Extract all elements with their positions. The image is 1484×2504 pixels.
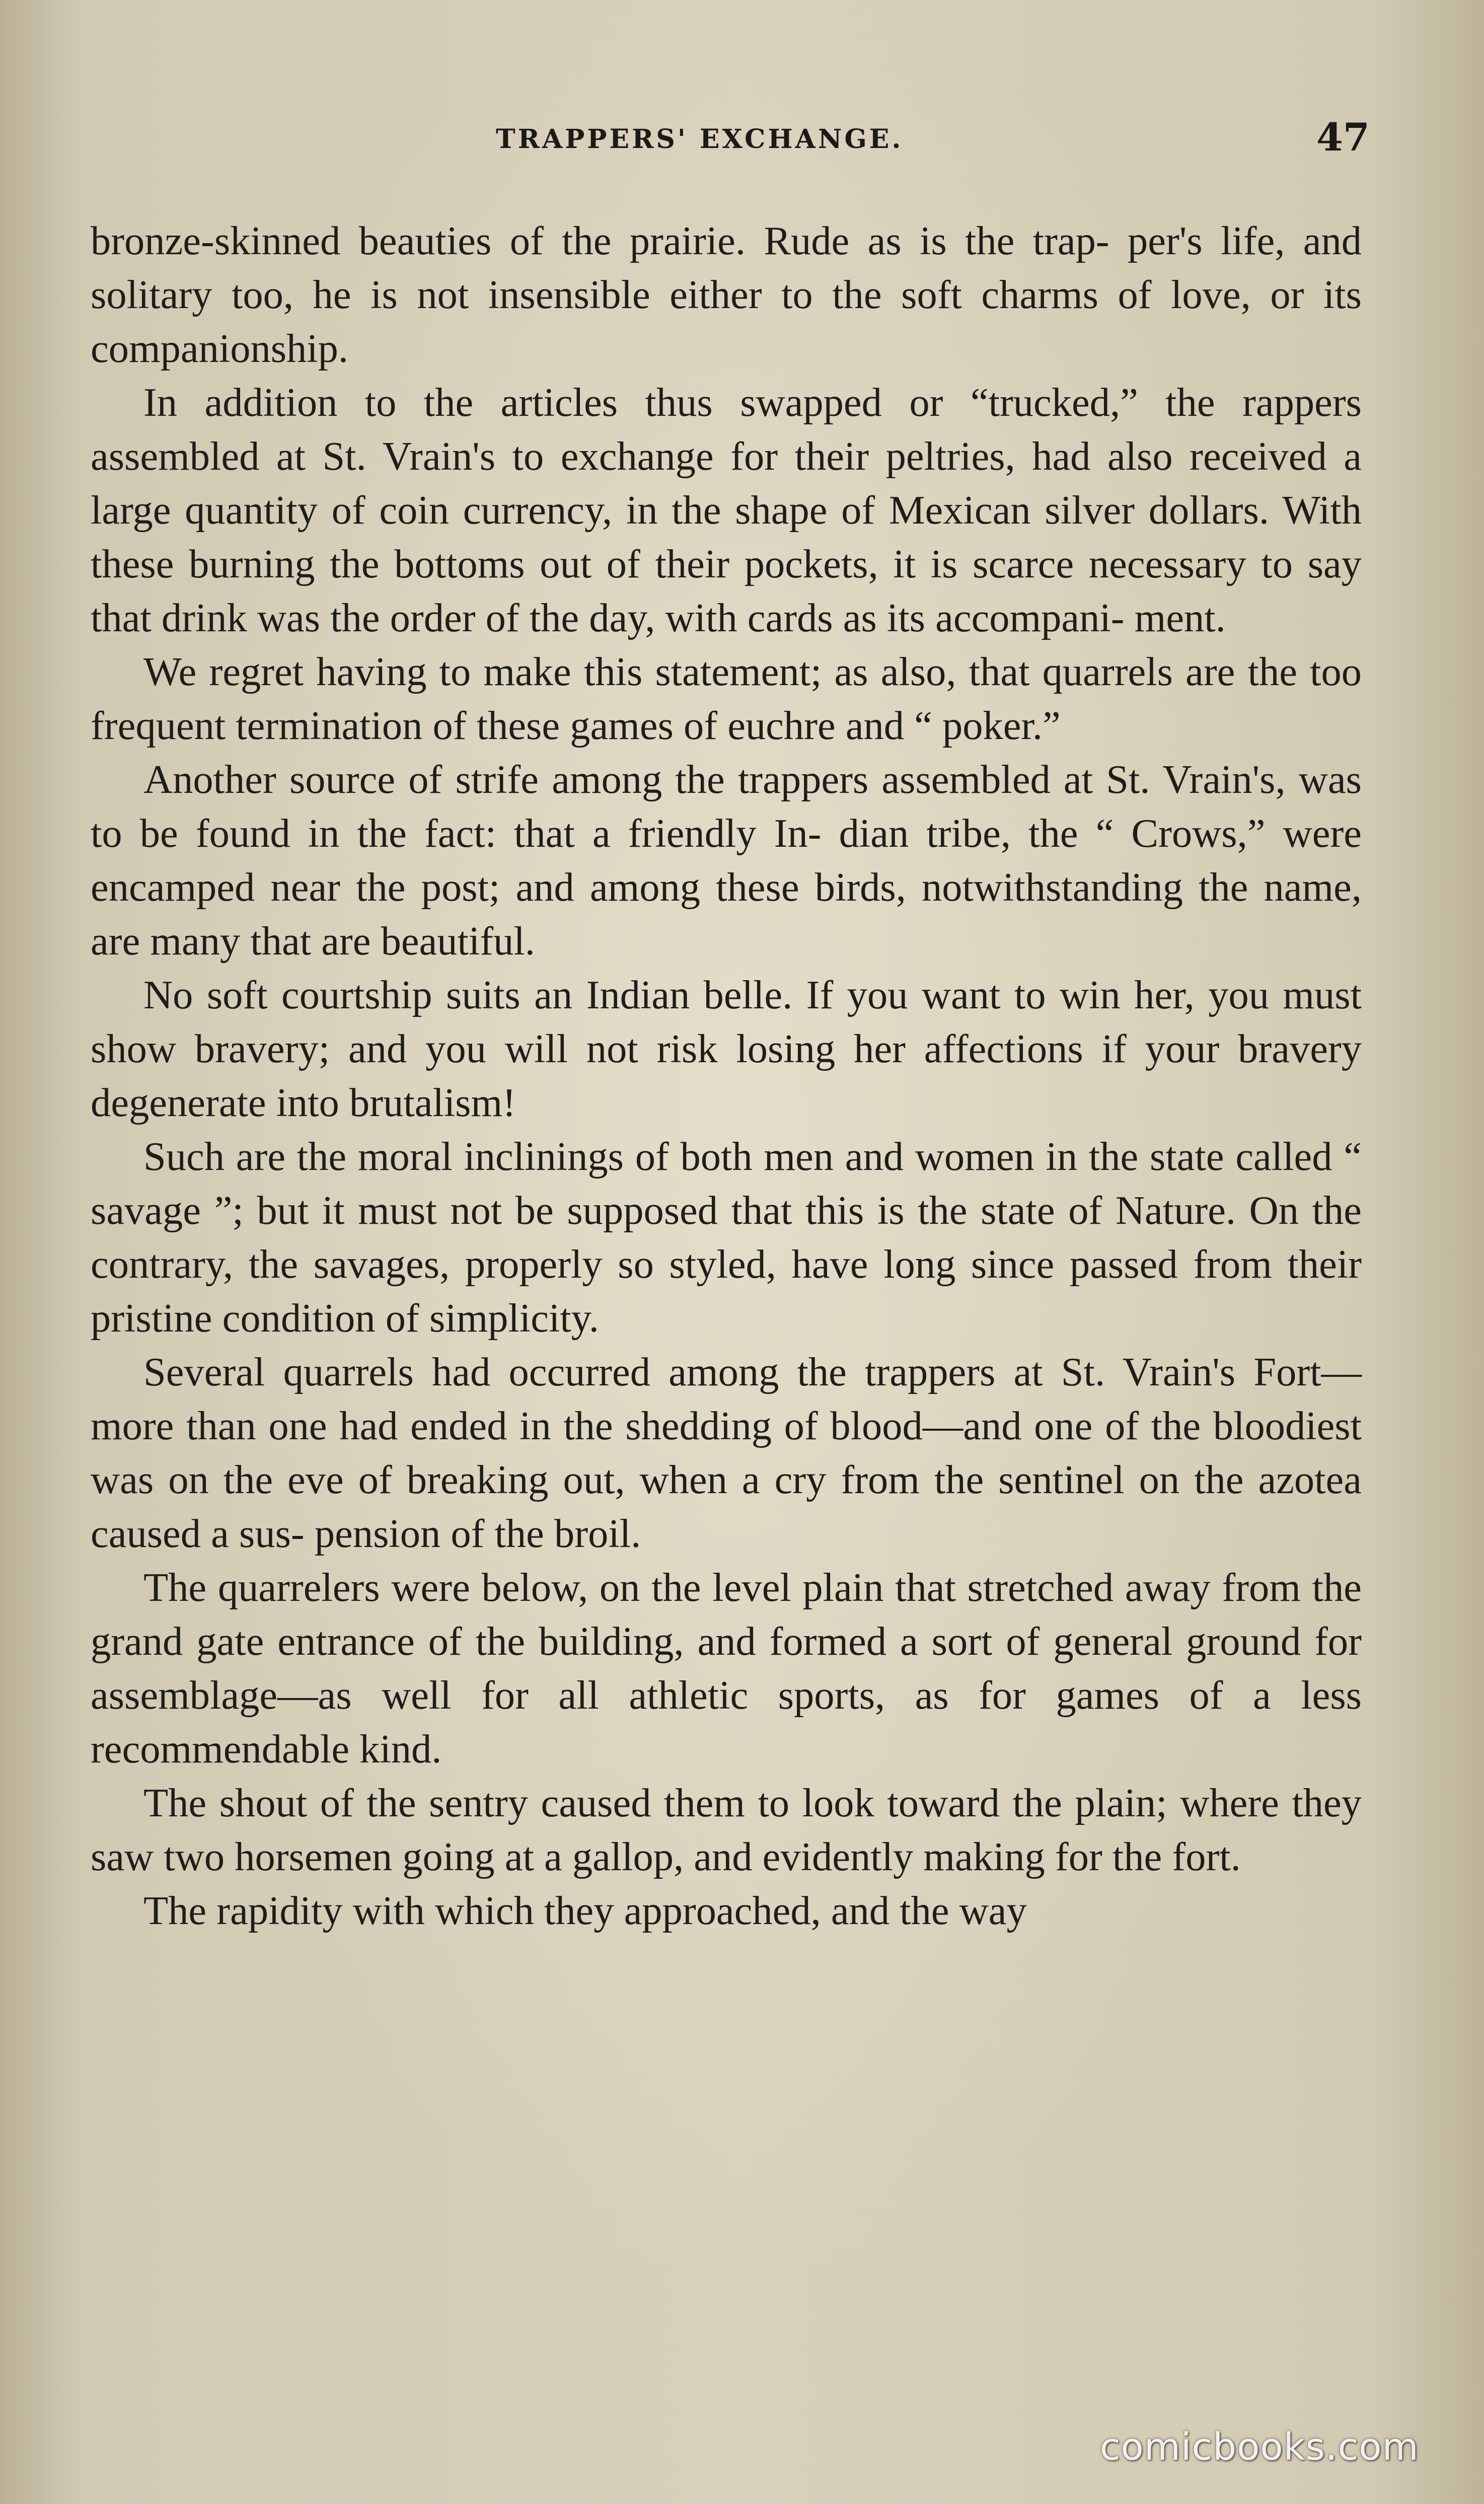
paragraph-6: Such are the moral inclinings of both men and women in the state called “ savage ”; but it must not be supposed that this is the state of Nature. On the contrary, the savages, properly so styled, have long since passed from their pristine condition of simplicity. bbox=[91, 1134, 1362, 1341]
paragraph-3: We regret having to make this statement; as also, that quarrels are the too frequent termination of these games of euchre and “ poker.” bbox=[91, 649, 1362, 748]
body-text bbox=[91, 214, 1362, 1938]
paragraph-8: The quarrelers were below, on the level plain that stretched away from the grand gate entrance of the building, and formed a sort of general ground for assemblage—as well for all athletic sports, as for games of a less recommendable kind. bbox=[91, 1565, 1362, 1772]
paragraph-7: Several quarrels had occurred among the trappers at St. Vrain's Fort—more than one had ended in the shedding of blood—and one of the bloodiest was on the eve of breaking out, when a cry from the sentinel on the azotea caused a sus- pension of the broil. bbox=[91, 1350, 1362, 1556]
paragraph-1: bronze-skinned beauties of the prairie. Rude as is the trap- per's life, and solitary too, he is not insensible either to the soft charms of love, or its companionship. bbox=[91, 218, 1362, 371]
watermark: comicbooks.com bbox=[1100, 2425, 1419, 2469]
page-number: 47 bbox=[1316, 115, 1370, 160]
running-head bbox=[0, 115, 1484, 160]
paragraph-2: In addition to the articles thus swapped or “trucked,” the rappers assembled at St. Vrain's to exchange for their peltries, had also received a large quantity of coin currency, in the shape of Mexican silver dollars. With these burning the bottoms out of their pockets, it is scarce necessary to say that drink was the order of the day, with cards as its accompani- ment. bbox=[91, 380, 1362, 640]
paragraph-4: Another source of strife among the trappers assembled at St. Vrain's, was to be found in the fact: that a friendly In- dian tribe, the “ Crows,” were encamped near the post; and among these birds, notwithstanding the name, are many that are beautiful. bbox=[91, 757, 1362, 964]
paragraph-5: No soft courtship suits an Indian belle. If you want to win her, you must show bravery; and you will not risk losing her affections if your bravery degenerate into brutalism! bbox=[91, 973, 1362, 1125]
running-title: TRAPPERS' EXCHANGE. bbox=[496, 124, 904, 155]
paragraph-9: The shout of the sentry caused them to look toward the plain; where they saw two horsemen going at a gallop, and evidently making for the fort. bbox=[91, 1781, 1362, 1879]
paragraph-10: The rapidity with which they approached, and the way bbox=[143, 1888, 1027, 1933]
